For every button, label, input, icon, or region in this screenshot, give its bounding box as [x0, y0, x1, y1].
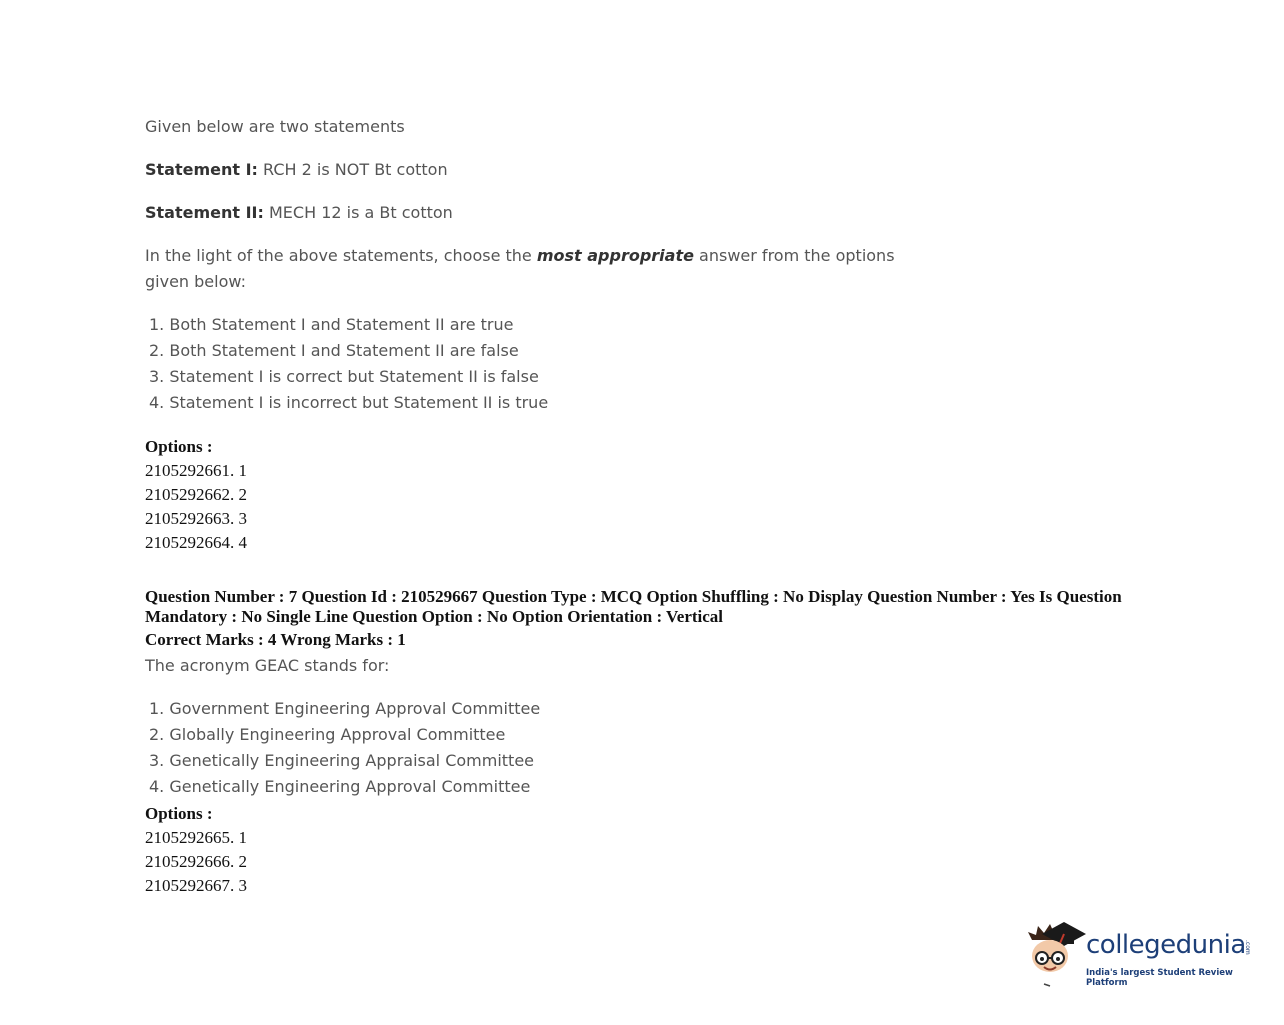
q1-option-4: 2105292664. 4: [145, 533, 247, 552]
logo-com: .com: [1244, 940, 1251, 955]
instruction-post: answer from the options: [693, 246, 895, 265]
q2-choice-1: 1. Government Engineering Approval Committee: [149, 699, 541, 718]
q2-choice-3: 3. Genetically Engineering Appraisal Committee: [149, 751, 534, 770]
q2-marks: Correct Marks : 4 Wrong Marks : 1: [145, 630, 406, 649]
q1-choice-2: 2. Both Statement I and Statement II are false: [149, 341, 519, 360]
mascot-graduation-cap-icon: [1024, 918, 1086, 990]
q1-instruction-line-2: given below:: [145, 272, 246, 291]
q1-intro: Given below are two statements: [145, 117, 405, 136]
logo-wordmark: collegedunia: [1086, 930, 1246, 960]
q1-instruction: [145, 246, 895, 265]
instruction-pre: In the light of the above statements, choose the: [145, 246, 537, 265]
q2-choice-4: 4. Genetically Engineering Approval Committee: [149, 777, 531, 796]
q2-option-3: 2105292667. 3: [145, 876, 247, 895]
instruction-emphasis: most appropriate: [536, 246, 694, 265]
q2-choice-2: 2. Globally Engineering Approval Committee: [149, 725, 506, 744]
q1-choice-1: 1. Both Statement I and Statement II are true: [149, 315, 514, 334]
statement-1-label: Statement I:: [145, 160, 258, 179]
q2-meta: Question Number : 7 Question Id : 210529667 Question Type : MCQ Option Shuffling : No Display Question Number : Yes Is Question Mandatory : No Single Line Question Option : No Option Orientation : Vertical: [145, 587, 1122, 626]
q1-choice-3: 3. Statement I is correct but Statement II is false: [149, 367, 539, 386]
q1-options-heading: Options :: [145, 437, 213, 456]
statement-1-text: RCH 2 is NOT Bt cotton: [257, 160, 448, 179]
q2-options-heading: Options :: [145, 804, 213, 823]
q1-option-2: 2105292662. 2: [145, 485, 247, 504]
q1-statement-2: [145, 203, 453, 222]
q1-statement-1: [145, 160, 448, 179]
q1-option-3: 2105292663. 3: [145, 509, 247, 528]
q2-option-2: 2105292666. 2: [145, 852, 247, 871]
q2-option-1: 2105292665. 1: [145, 828, 247, 847]
logo-tagline: India's largest Student Review Platform: [1086, 968, 1233, 988]
collegedunia-logo: [1024, 918, 1254, 990]
q2-question: The acronym GEAC stands for:: [145, 656, 390, 675]
statement-2-text: MECH 12 is a Bt cotton: [263, 203, 453, 222]
q1-option-1: 2105292661. 1: [145, 461, 247, 480]
q1-choice-4: 4. Statement I is incorrect but Statement II is true: [149, 393, 549, 412]
statement-2-label: Statement II:: [145, 203, 264, 222]
